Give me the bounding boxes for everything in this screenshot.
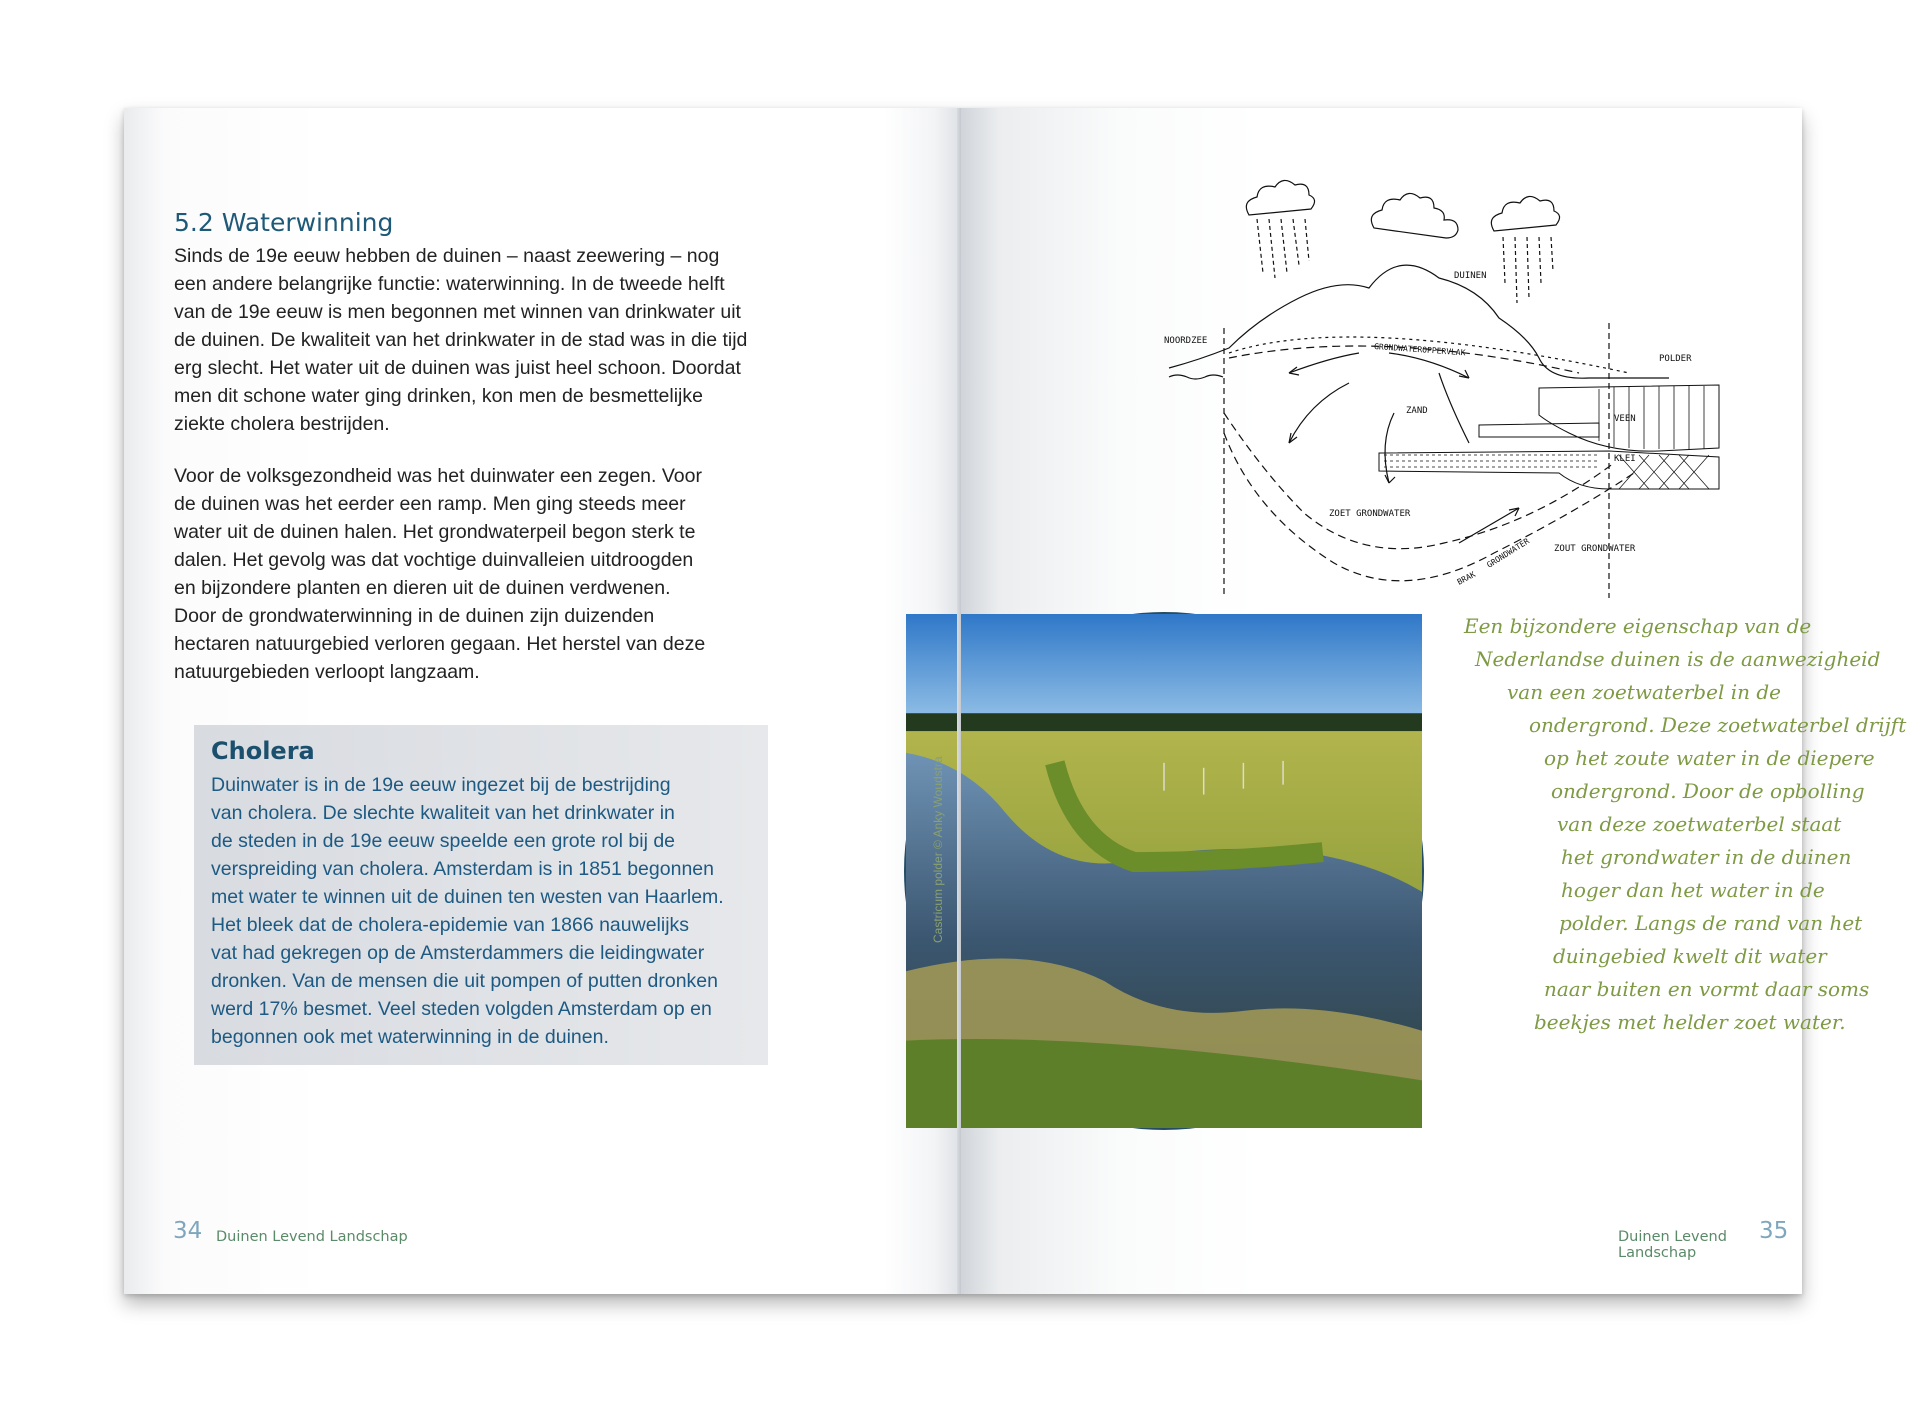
label-veen: VEEN: [1614, 414, 1636, 424]
text-line: natuurgebieden verloopt langzaam.: [174, 661, 480, 683]
text-line: verspreiding van cholera. Amsterdam is in 1851 begonnen: [211, 858, 714, 880]
paragraph-1: [174, 242, 814, 438]
text-line: ziekte cholera bestrijden.: [174, 413, 390, 435]
text-line: een andere belangrijke functie: waterwinning. In de tweede helft: [174, 273, 725, 295]
text-line: de steden in de 19e eeuw speelde een grote rol bij de: [211, 830, 676, 852]
label-duinen: DUINEN: [1454, 271, 1487, 281]
text-line: Duinwater is in de 19e eeuw ingezet bij de bestrijding: [211, 774, 671, 796]
label-zand: ZAND: [1406, 406, 1428, 416]
text-line: dronken. Van de mensen die uit pompen of putten dronken: [211, 970, 718, 992]
quote-line: hoger dan het water in de: [1561, 878, 1825, 902]
cholera-text: [211, 771, 771, 1051]
cholera-title: Cholera: [211, 737, 315, 765]
label-grondwateroppervlak: GRONDWATEROPPERVLAK: [1373, 342, 1466, 358]
dune-groundwater-diagram: [1159, 153, 1719, 603]
left-page: [124, 108, 959, 1294]
quote-line: polder. Langs de rand van het: [1559, 911, 1863, 935]
text-line: de duinen. De kwaliteit van het drinkwater in de stad was in die tijd: [174, 329, 748, 351]
label-grondwater: GRONDWATER: [1485, 536, 1531, 570]
label-zoet-grondwater: ZOET GRONDWATER: [1329, 509, 1411, 519]
text-line: van cholera. De slechte kwaliteit van het drinkwater in: [211, 802, 675, 824]
quote-line: ondergrond. Deze zoetwaterbel drijft: [1529, 713, 1907, 737]
text-line: werd 17% besmet. Veel steden volgden Amsterdam op en: [211, 998, 712, 1020]
label-noordzee: NOORDZEE: [1164, 336, 1208, 346]
cloud-icon: [1371, 193, 1458, 238]
quote-line: van een zoetwaterbel in de: [1507, 680, 1781, 704]
text-line: en bijzondere planten en dieren uit de duinen verdwenen.: [174, 577, 671, 599]
quote-line: beekjes met helder zoet water.: [1534, 1010, 1846, 1034]
text-line: Voor de volksgezondheid was het duinwater een zegen. Voor: [174, 465, 702, 487]
quote-line: Nederlandse duinen is de aanwezigheid: [1475, 647, 1881, 671]
footer-title-right: Duinen Levend Landschap: [1618, 1229, 1727, 1261]
footer-title-left: Duinen Levend Landschap: [216, 1229, 408, 1245]
quote-line: het grondwater in de duinen: [1561, 845, 1852, 869]
text-line: vat had gekregen op de Amsterdammers die leidingwater: [211, 942, 705, 964]
label-zout-grondwater: ZOUT GRONDWATER: [1554, 544, 1636, 554]
text-line: van de 19e eeuw is men begonnen met winnen van drinkwater uit: [174, 301, 741, 323]
section-heading: 5.2 Waterwinning: [174, 208, 394, 237]
text-line: water uit de duinen halen. Het grondwaterpeil begon sterk te: [174, 521, 696, 543]
quote-line: naar buiten en vormt daar soms: [1544, 977, 1870, 1001]
text-line: men dit schone water ging drinken, kon men de besmettelijke: [174, 385, 703, 407]
page-number-right: 35: [1759, 1218, 1789, 1244]
paragraph-2: [174, 462, 814, 686]
text-line: erg slecht. Het water uit de duinen was juist heel schoon. Doordat: [174, 357, 741, 379]
text-line: Het bleek dat de cholera-epidemie van 1866 nauwelijks: [211, 914, 690, 936]
quote-line: Een bijzondere eigenschap van de: [1464, 614, 1812, 638]
text-line: Door de grondwaterwinning in de duinen zijn duizenden: [174, 605, 655, 627]
text-line: begonnen ook met waterwinning in de duinen.: [211, 1026, 609, 1048]
page-number-left: 34: [173, 1218, 203, 1244]
cloud-icon: [1491, 196, 1559, 303]
text-line: dalen. Het gevolg was dat vochtige duinvalleien uitdroogden: [174, 549, 694, 571]
text-line: Sinds de 19e eeuw hebben de duinen – naast zeewering – nog: [174, 245, 720, 267]
text-line: hectaren natuurgebied verloren gegaan. Het herstel van deze: [174, 633, 706, 655]
cholera-infobox: [194, 725, 768, 1065]
quote-line: ondergrond. Door de opbolling: [1551, 779, 1865, 803]
photo-credit: Castricum polder © Anky Woudstra: [931, 756, 945, 943]
text-line: met water te winnen uit de duinen ten westen van Haarlem.: [211, 886, 724, 908]
quote-line: op het zoute water in de diepere: [1544, 746, 1875, 770]
book-spread: [124, 108, 1907, 1294]
right-page: [931, 108, 1907, 1294]
label-klei: KLEI: [1614, 454, 1636, 464]
quote-line: van deze zoetwaterbel staat: [1557, 812, 1842, 836]
label-brak: BRAK: [1455, 569, 1477, 587]
label-polder: POLDER: [1659, 354, 1692, 364]
polder-photo: [906, 614, 1422, 1128]
book-gutter: [957, 108, 961, 1294]
circular-landscape-photo: [904, 612, 1424, 1130]
text-line: de duinen was het eerder een ramp. Men ging steeds meer: [174, 493, 686, 515]
quote-line: duingebied kwelt dit water: [1553, 944, 1827, 968]
cloud-icon: [1246, 180, 1314, 278]
